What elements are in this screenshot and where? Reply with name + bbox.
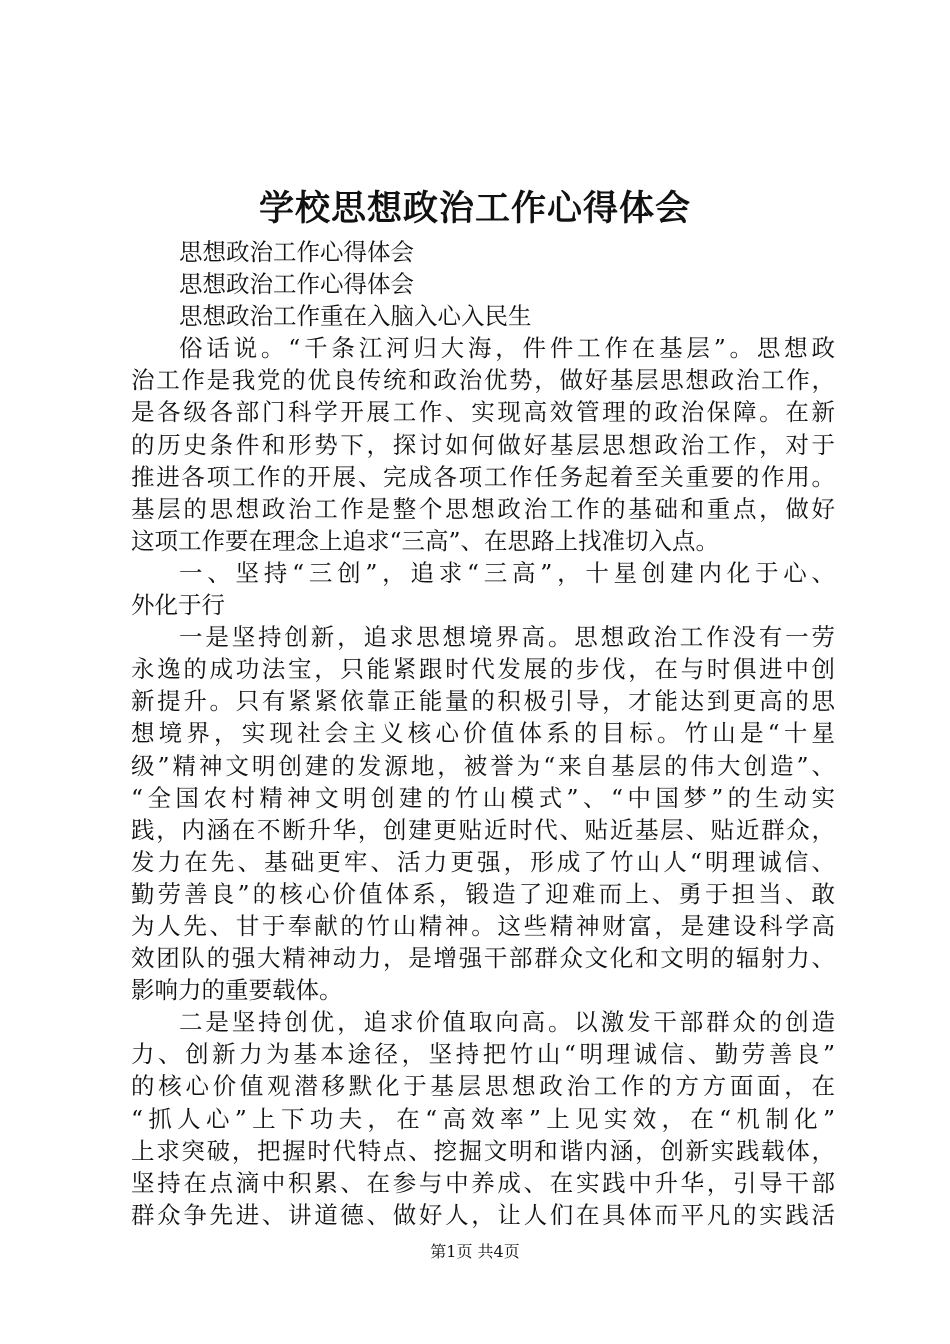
text-line: 群众争先进、讲道德、做好人，让人们在具体而平凡的实践活 [131, 1200, 835, 1229]
text-line: 坚持在点滴中积累、在参与中养成、在实践中升华，引导干部 [131, 1168, 835, 1197]
text-line: 为人先、甘于奉献的竹山精神。这些精神财富，是建设科学高 [131, 911, 835, 940]
text-line: 的历史条件和形势下，探讨如何做好基层思想政治工作，对于 [131, 430, 835, 459]
text-line: 力、创新力为基本途径，坚持把竹山“明理诚信、勤劳善良” [131, 1040, 835, 1069]
text-line: 影响力的重要载体。 [131, 976, 343, 1005]
text-line: 二是坚持创优，追求价值取向高。以激发干部群众的创造 [179, 1008, 835, 1037]
text-line: 推进各项工作的开展、完成各项工作任务起着至关重要的作用。 [131, 462, 835, 491]
text-line: 是各级各部门科学开展工作、实现高效管理的政治保障。在新 [131, 398, 835, 427]
text-line: 新提升。只有紧紧依靠正能量的积极引导，才能达到更高的思 [131, 687, 835, 716]
text-line: 发力在先、基础更牢、活力更强，形成了竹山人“明理诚信、 [131, 847, 835, 876]
text-line: 思想政治工作心得体会 [179, 270, 414, 299]
text-line: 基层的思想政治工作是整个思想政治工作的基础和重点，做好 [131, 494, 835, 523]
document-title: 学校思想政治工作心得体会 [258, 188, 691, 229]
text-line: 践，内涵在不断升华，创建更贴近时代、贴近基层、贴近群众， [131, 815, 835, 844]
text-line: “全国农村精神文明创建的竹山模式”、“中国梦”的生动实 [131, 783, 835, 812]
text-line: 这项工作要在理念上追求“三高”、在思路上找准切入点。 [131, 526, 720, 555]
text-line: 思想政治工作重在入脑入心入民生 [179, 302, 532, 331]
page-footer: 第1页 共4页 [430, 1242, 520, 1261]
text-line: 效团队的强大精神动力，是增强干部群众文化和文明的辐射力、 [131, 944, 835, 973]
text-line: 俗话说。“千条江河归大海，件件工作在基层”。思想政 [179, 334, 835, 363]
text-line: 上求突破，把握时代特点、挖掘文明和谐内涵，创新实践载体， [131, 1136, 835, 1165]
text-line: 治工作是我党的优良传统和政治优势，做好基层思想政治工作， [131, 366, 835, 395]
text-line: 想境界，实现社会主义核心价值体系的目标。竹山是“十星 [131, 719, 835, 748]
text-line: 勤劳善良”的核心价值体系，锻造了迎难而上、勇于担当、敢 [131, 879, 835, 908]
text-line: 永逸的成功法宝，只能紧跟时代发展的步伐，在与时俱进中创 [131, 655, 835, 684]
text-line: “抓人心”上下功夫，在“高效率”上见实效，在“机制化” [131, 1104, 835, 1133]
text-line: 外化于行 [131, 591, 225, 620]
document-body [131, 236, 835, 1231]
text-line: 思想政治工作心得体会 [179, 238, 414, 266]
text-line: 一是坚持创新，追求思想境界高。思想政治工作没有一劳 [179, 623, 835, 652]
text-line: 的核心价值观潜移默化于基层思想政治工作的方方面面，在 [131, 1072, 835, 1101]
text-line: 一、坚持“三创”，追求“三高”，十星创建内化于心、 [179, 558, 835, 587]
text-line: 级”精神文明创建的发源地，被誉为“来自基层的伟大创造”、 [131, 751, 835, 780]
